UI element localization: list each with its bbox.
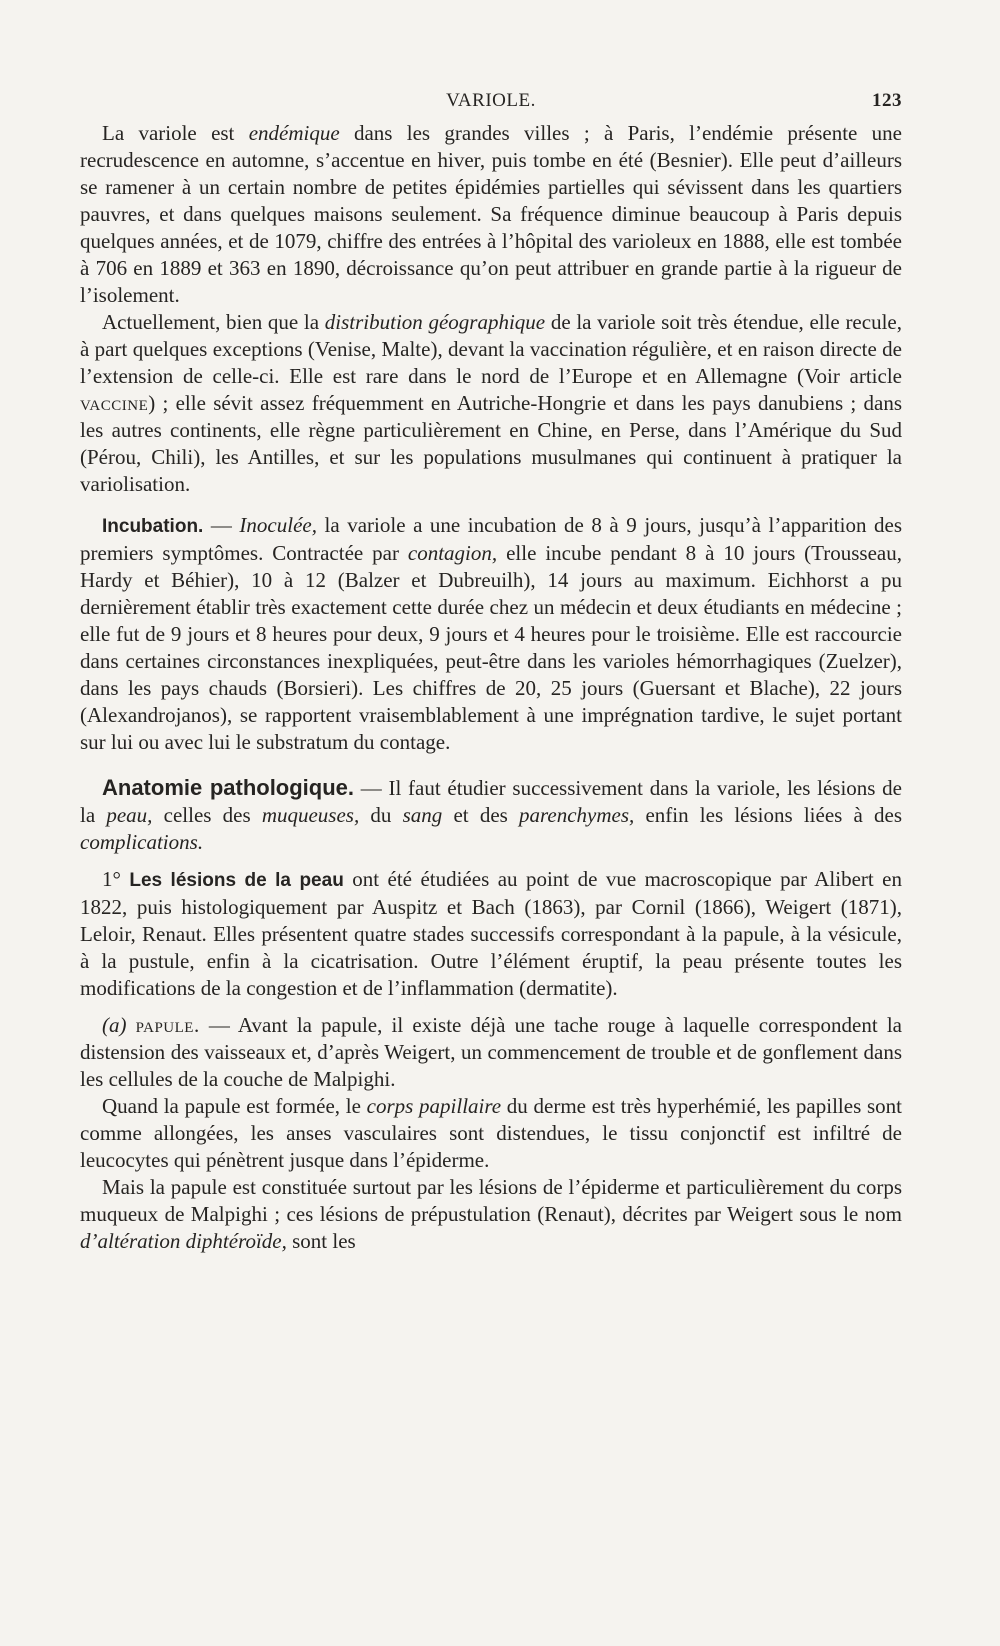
item-label-papule: papule. — [135, 1013, 200, 1037]
italic-term: contagion, — [407, 541, 498, 565]
italic-term: d’altération diphtéroïde, — [80, 1229, 287, 1253]
italic-term: peau, — [106, 803, 153, 827]
running-head — [80, 90, 902, 120]
spacer — [80, 498, 902, 512]
text-run: du — [359, 803, 403, 827]
body-text — [80, 120, 902, 1255]
spacer — [80, 856, 902, 866]
page-number: 123 — [872, 90, 902, 111]
running-title: VARIOLE. — [446, 90, 536, 111]
spacer — [80, 1002, 902, 1012]
text-run: ont été étudiées au point de vue macroscopique par Alibert en 1822, puis histologiquement par Auspitz et Bach (1863), par Cornil (1866), Weigert (1871), Leloir, Renaut. Elles présentent quatre stades successifs correspondant à la papule, à la vésicule, à la pustule, enfin à la cicatrisation. Outre l’élément éruptif, la peau présente toutes les modifications de la congestion et de l’inflammation (dermatite). — [80, 867, 902, 1000]
paragraph-papule-epiderme — [80, 1174, 902, 1255]
section-number: 1° — [102, 867, 130, 891]
italic-term: muqueuses, — [261, 803, 360, 827]
text-run: de la variole soit très étendue, elle recule, à part quelques exceptions (Venise, Malte), devant la vaccination régulière, et en raison directe de l’extension de celle-ci. Elle est rare dans le nord de l’Europe et en Allemagne (Voir article — [80, 310, 902, 388]
italic-term: distribution géographique — [324, 310, 546, 334]
spacer — [80, 756, 902, 774]
section-heading-incubation: Incubation. — [102, 516, 204, 537]
text-run: Actuellement, bien que la — [102, 310, 325, 334]
section-anatomie — [80, 774, 902, 856]
text-run: La variole est — [102, 121, 249, 145]
text-run: elle incube pendant 8 à 10 jours (Trousseau, Hardy et Béhier), 10 à 12 (Balzer et Dubreuilh), 14 jours au maximum. Eichhorst a pu dernièrement établir très exactement cette durée chez un médecin et deux étudiants en médecine ; elle fut de 9 jours et 8 heures pour deux, 9 jours et 4 heures pour le troisième. Elle est raccourcie dans certaines circonstances inexpliquées, peut-être dans les varioles hémorrhagiques (Zuelzer), dans les pays chauds (Borsieri). Les chiffres de 20, 25 jours (Guersant et Blache), 22 jours (Alexandrojanos), se rapportent vraisemblablement à une imprégnation tardive, le sujet portant sur lui ou avec lui le substratum du contage. — [80, 541, 902, 754]
paragraph-endemie — [80, 120, 902, 309]
text-run: celles des — [152, 803, 262, 827]
italic-term: endémique — [248, 121, 340, 145]
text-run: sont les — [292, 1229, 356, 1253]
text-run: enfin les lésions liées à des — [634, 803, 903, 827]
text-run: ) ; elle sévit assez fréquemment en Autriche-Hongrie et dans les pays danubiens ; dans les autres continents, elle règne particulièrement en Chine, en Perse, dans l’Amérique du Sud (Pérou, Chili), les Antilles, et sur les populations musulmanes qui continuent à pratiquer la variolisation. — [80, 391, 902, 496]
paragraph-distribution — [80, 309, 902, 498]
section-incubation — [80, 512, 902, 756]
paragraph-papule-formee — [80, 1093, 902, 1174]
subsection-heading-lesions: Les lésions de la peau — [129, 870, 344, 891]
paragraph-papule — [80, 1012, 902, 1093]
italic-term: complications. — [80, 830, 204, 854]
text-run: dans les grandes villes ; à Paris, l’endémie présente une recrudescence en automne, s’accentue en hiver, puis tombe en été (Besnier). Elle peut d’ailleurs se ramener à un certain nombre de petites épidémies partielles qui sévissent dans les quartiers pauvres, et dans quelques maisons seulement. Sa fréquence diminue beaucoup à Paris depuis quelques années, et de 1079, chiffre des entrées à l’hôpital des varioleux en 1888, elle est tombée à 706 en 1889 et 363 en 1890, décroissance qu’on peut attribuer en grande partie à la rigueur de l’isolement. — [80, 121, 902, 307]
text-run: — Avant la papule, il existe déjà une tache rouge à laquelle correspondent la distension des vaisseaux et, d’après Weigert, un commencement de trouble et de gonflement dans les cellules de la couche de Malpighi. — [80, 1013, 902, 1091]
italic-term: corps papillaire — [366, 1094, 502, 1118]
section-lesions-peau — [80, 866, 902, 1002]
italic-term: parenchymes, — [519, 803, 635, 827]
item-marker: (a) — [102, 1013, 127, 1037]
text-run: la variole a une incubation de 8 à 9 jours, jusqu’à l’apparition des premiers symptômes. Contractée par — [80, 513, 902, 565]
text-run: — Il faut étudier successivement dans la variole, les lésions de la — [80, 776, 902, 827]
italic-term: Inoculée, — [239, 513, 317, 537]
text-run: — — [203, 513, 240, 537]
cross-reference: vaccine — [80, 391, 149, 415]
italic-term: sang — [402, 803, 443, 827]
text-run: du derme est très hyperhémié, les papilles sont comme allongées, les anses vasculaires sont distendues, le tissu conjonctif est infiltré de leucocytes qui pénètrent jusque dans l’épiderme. — [80, 1094, 902, 1172]
section-heading-anatomie: Anatomie pathologique. — [102, 775, 355, 800]
text-run: Mais la papule est constituée surtout par les lésions de l’épiderme et particulièrement du corps muqueux de Malpighi ; ces lésions de prépustulation (Renaut), décrites par Weigert sous le nom — [80, 1175, 902, 1226]
text-run: et des — [442, 803, 520, 827]
text-run: Quand la papule est formée, le — [102, 1094, 367, 1118]
